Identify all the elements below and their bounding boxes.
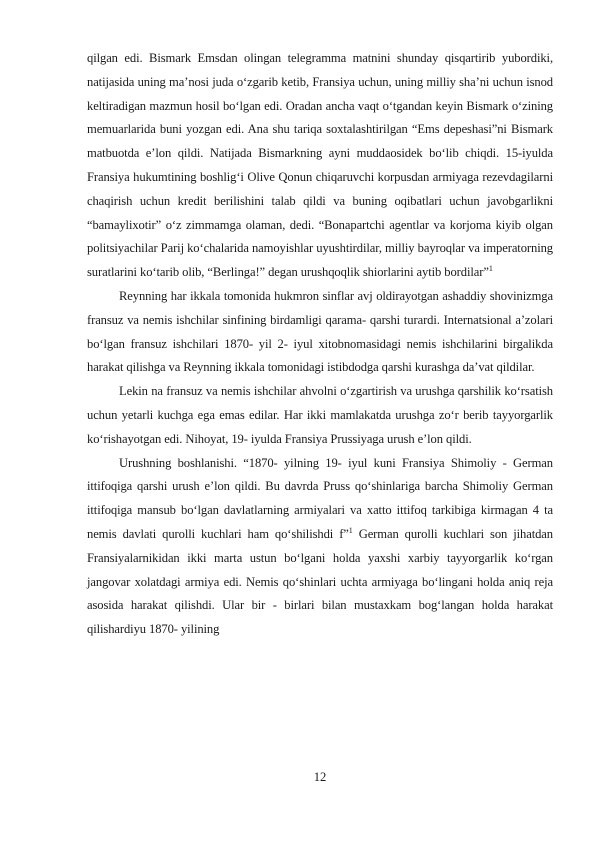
paragraph-2-text: Reynning har ikkala tomonida hukmron sinflar avj oldirayotgan ashaddiy shovinizmga fransuz va nemis ishchilar sinfining birdamligi qarama- qarshi turardi. Internatsional a’zolari bo‘lgan fransuz ishchilari 1870- yil 2- iyul xitobnomasidagi nemis ishchilarini birgalikda harakat qilishga va Reynning ikkala tomonidagi istibdodga qarshi kurashga da’vat qildilar. (87, 288, 553, 375)
paragraph-3 (87, 380, 553, 451)
footnote-marker-2[interactable]: 1 (348, 525, 353, 535)
paragraph-2 (87, 285, 553, 380)
paragraph-1-text: qilgan edi. Bismark Emsdan olingan telegramma matnini shunday qisqartirib yubordiki, natijasida uning ma’nosi juda o‘zgarib ketib, Fransiya uchun, uning milliy sha’ni uchun isnod keltiradigan mazmun hosil bo‘lgan edi. Oradan ancha vaqt o‘tgandan keyin Bismark o‘zining memuarlarida buni yozgan edi. Ana shu tariqa soxtalashtirilgan “Ems depeshasi”ni Bismark matbuotda e’lon qildi. Natijada Bismarkning ayni muddaosidek bo‘lib chiqdi. 15-iyulda Fransiya hukumtining boshlig‘i Olive Qonun chiqaruvchi korpusdan armiyaga rezevdagilarni chaqirish uchun kredit berilishini talab qildi va buning oqibatlari uchun javobgarlikni “bamaylixotir” o‘z zimmamga olaman, dedi. “Bonapartchi agentlar va korjoma kiyib olgan politsiyachilar Parij ko‘chalarida namoyishlar uyushtirdilar, milliy bayroqlar va imperatorning suratlarini ko‘tarib olib, “Berlinga!” degan urushqoqlik shiorlarini aytib bordilar” (87, 51, 553, 280)
page-number: 12 (313, 770, 327, 784)
paragraph-4-text-before: Urushning boshlanishi. “1870- yilning 19- iyul kuni Fransiya Shimoliy - German ittifoqiga qarshi urush e’lon qildi. Bu davrda Pruss qo‘shinlariga barcha Shimoliy German ittifoqiga mansub bo‘lgan davlatlarning armiyalari va xatto ittifoq tarkibiga kirmagan 4 ta nemis davlati qurolli kuchlari ham qo‘shilishdi f” (87, 455, 553, 541)
paragraph-4 (87, 452, 553, 642)
paragraph-3-text: Lekin na fransuz va nemis ishchilar ahvolni o‘zgartirish va urushga qarshilik ko‘rsatish uchun yetarli kuchga ega emas edilar. Har ikki mamlakatda urushga zo‘r berib tayyorgarlik ko‘rishayotgan edi. Nihoyat, 19- iyulda Fransiya Prussiyaga urush e’lon qildi. (87, 384, 553, 446)
body-text (87, 47, 553, 642)
paragraph-4-text-after: German qurolli kuchlari son jihatdan Fransiyalarnikidan ikki marta ustun bo‘lgani holda yaxshi xarbiy tayyorgarlik ko‘rgan jangovar xolatdagi armiya edi. Nemis qo‘shinlari uchta armiyaga bo‘lingani holda aniq reja asosida harakat qilishdi. Ular bir - birlari bilan mustaxkam bog‘langan holda harakat qilishardiyu 1870- yilining (87, 526, 553, 637)
footnote-marker-1[interactable]: 1 (488, 263, 493, 273)
paragraph-1 (87, 47, 553, 285)
